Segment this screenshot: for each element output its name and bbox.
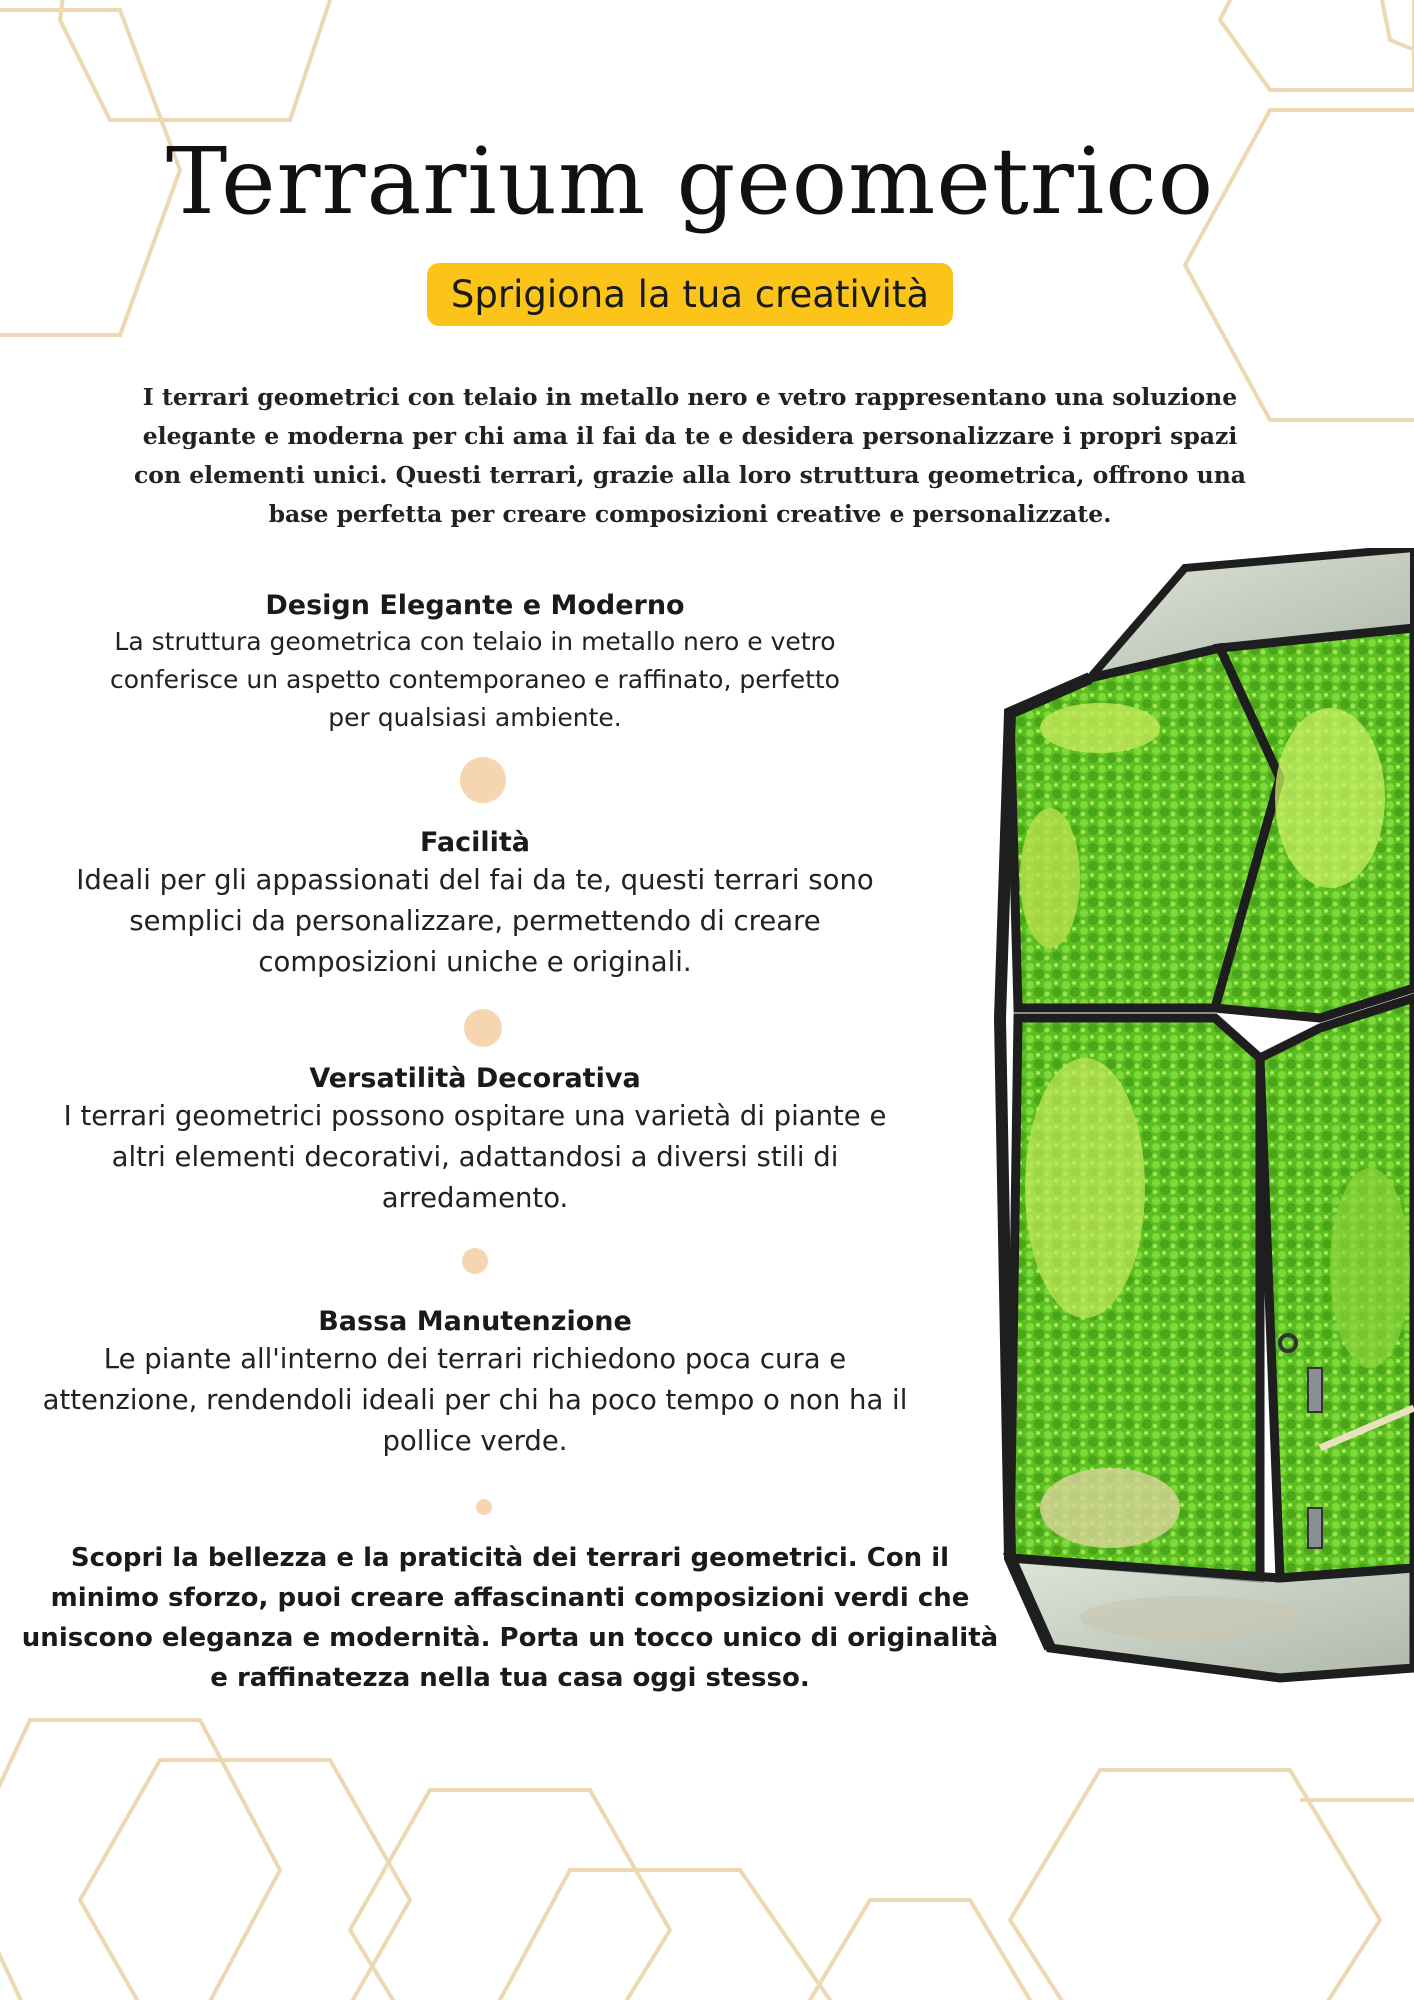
feature-text: Le piante all'interno dei terrari richiedono poca cura e attenzione, rendendoli ideali per chi ha poco tempo o non ha il pollice verde. xyxy=(42,1343,908,1457)
feature-title: Design Elegante e Moderno xyxy=(265,590,685,621)
separator-dot xyxy=(476,1499,492,1515)
closing-paragraph: Scopri la bellezza e la praticità dei terrari geometrici. Con il minimo sforzo, puoi creare affascinanti composizioni verdi che uniscono eleganza e modernità. Porta un tocco unico di originalità e raffinatezza nella tua casa oggi stesso. xyxy=(21,1543,999,1693)
feature-text: I terrari geometrici possono ospitare una varietà di piante e altri elementi decorativi, adattandosi a diversi stili di arredamento. xyxy=(63,1100,887,1214)
feature-text: Ideali per gli appassionati del fai da te, questi terrari sono semplici da personalizzare, permettendo di creare composizioni uniche e originali. xyxy=(76,864,874,978)
separator-dot xyxy=(462,1248,488,1274)
feature-facilita xyxy=(40,827,910,983)
intro-paragraph: I terrari geometrici con telaio in metallo nero e vetro rappresentano una soluzione elegante e moderna per chi ama il fai da te e desidera personalizzare i propri spazi con elementi unici. Questi terrari, grazie alla loro struttura geometrica, offrono una base perfetta per creare composizioni creative e personalizzate. xyxy=(133,383,1247,528)
feature-title: Bassa Manutenzione xyxy=(318,1306,632,1337)
terrarium-image xyxy=(990,548,1414,1688)
feature-manutenzione xyxy=(40,1306,910,1462)
feature-versatilita xyxy=(40,1063,910,1219)
separator-dot xyxy=(460,757,506,803)
feature-title: Facilità xyxy=(420,827,530,858)
subtitle-badge: Sprigiona la tua creatività xyxy=(427,263,953,326)
feature-text: La struttura geometrica con telaio in metallo nero e vetro conferisce un aspetto contemporaneo e raffinato, perfetto per qualsiasi ambiente. xyxy=(110,627,840,732)
separator-dot xyxy=(464,1009,502,1047)
feature-design xyxy=(40,590,910,737)
page-title: Terrarium geometrico xyxy=(165,128,1215,235)
feature-title: Versatilità Decorativa xyxy=(309,1063,641,1094)
